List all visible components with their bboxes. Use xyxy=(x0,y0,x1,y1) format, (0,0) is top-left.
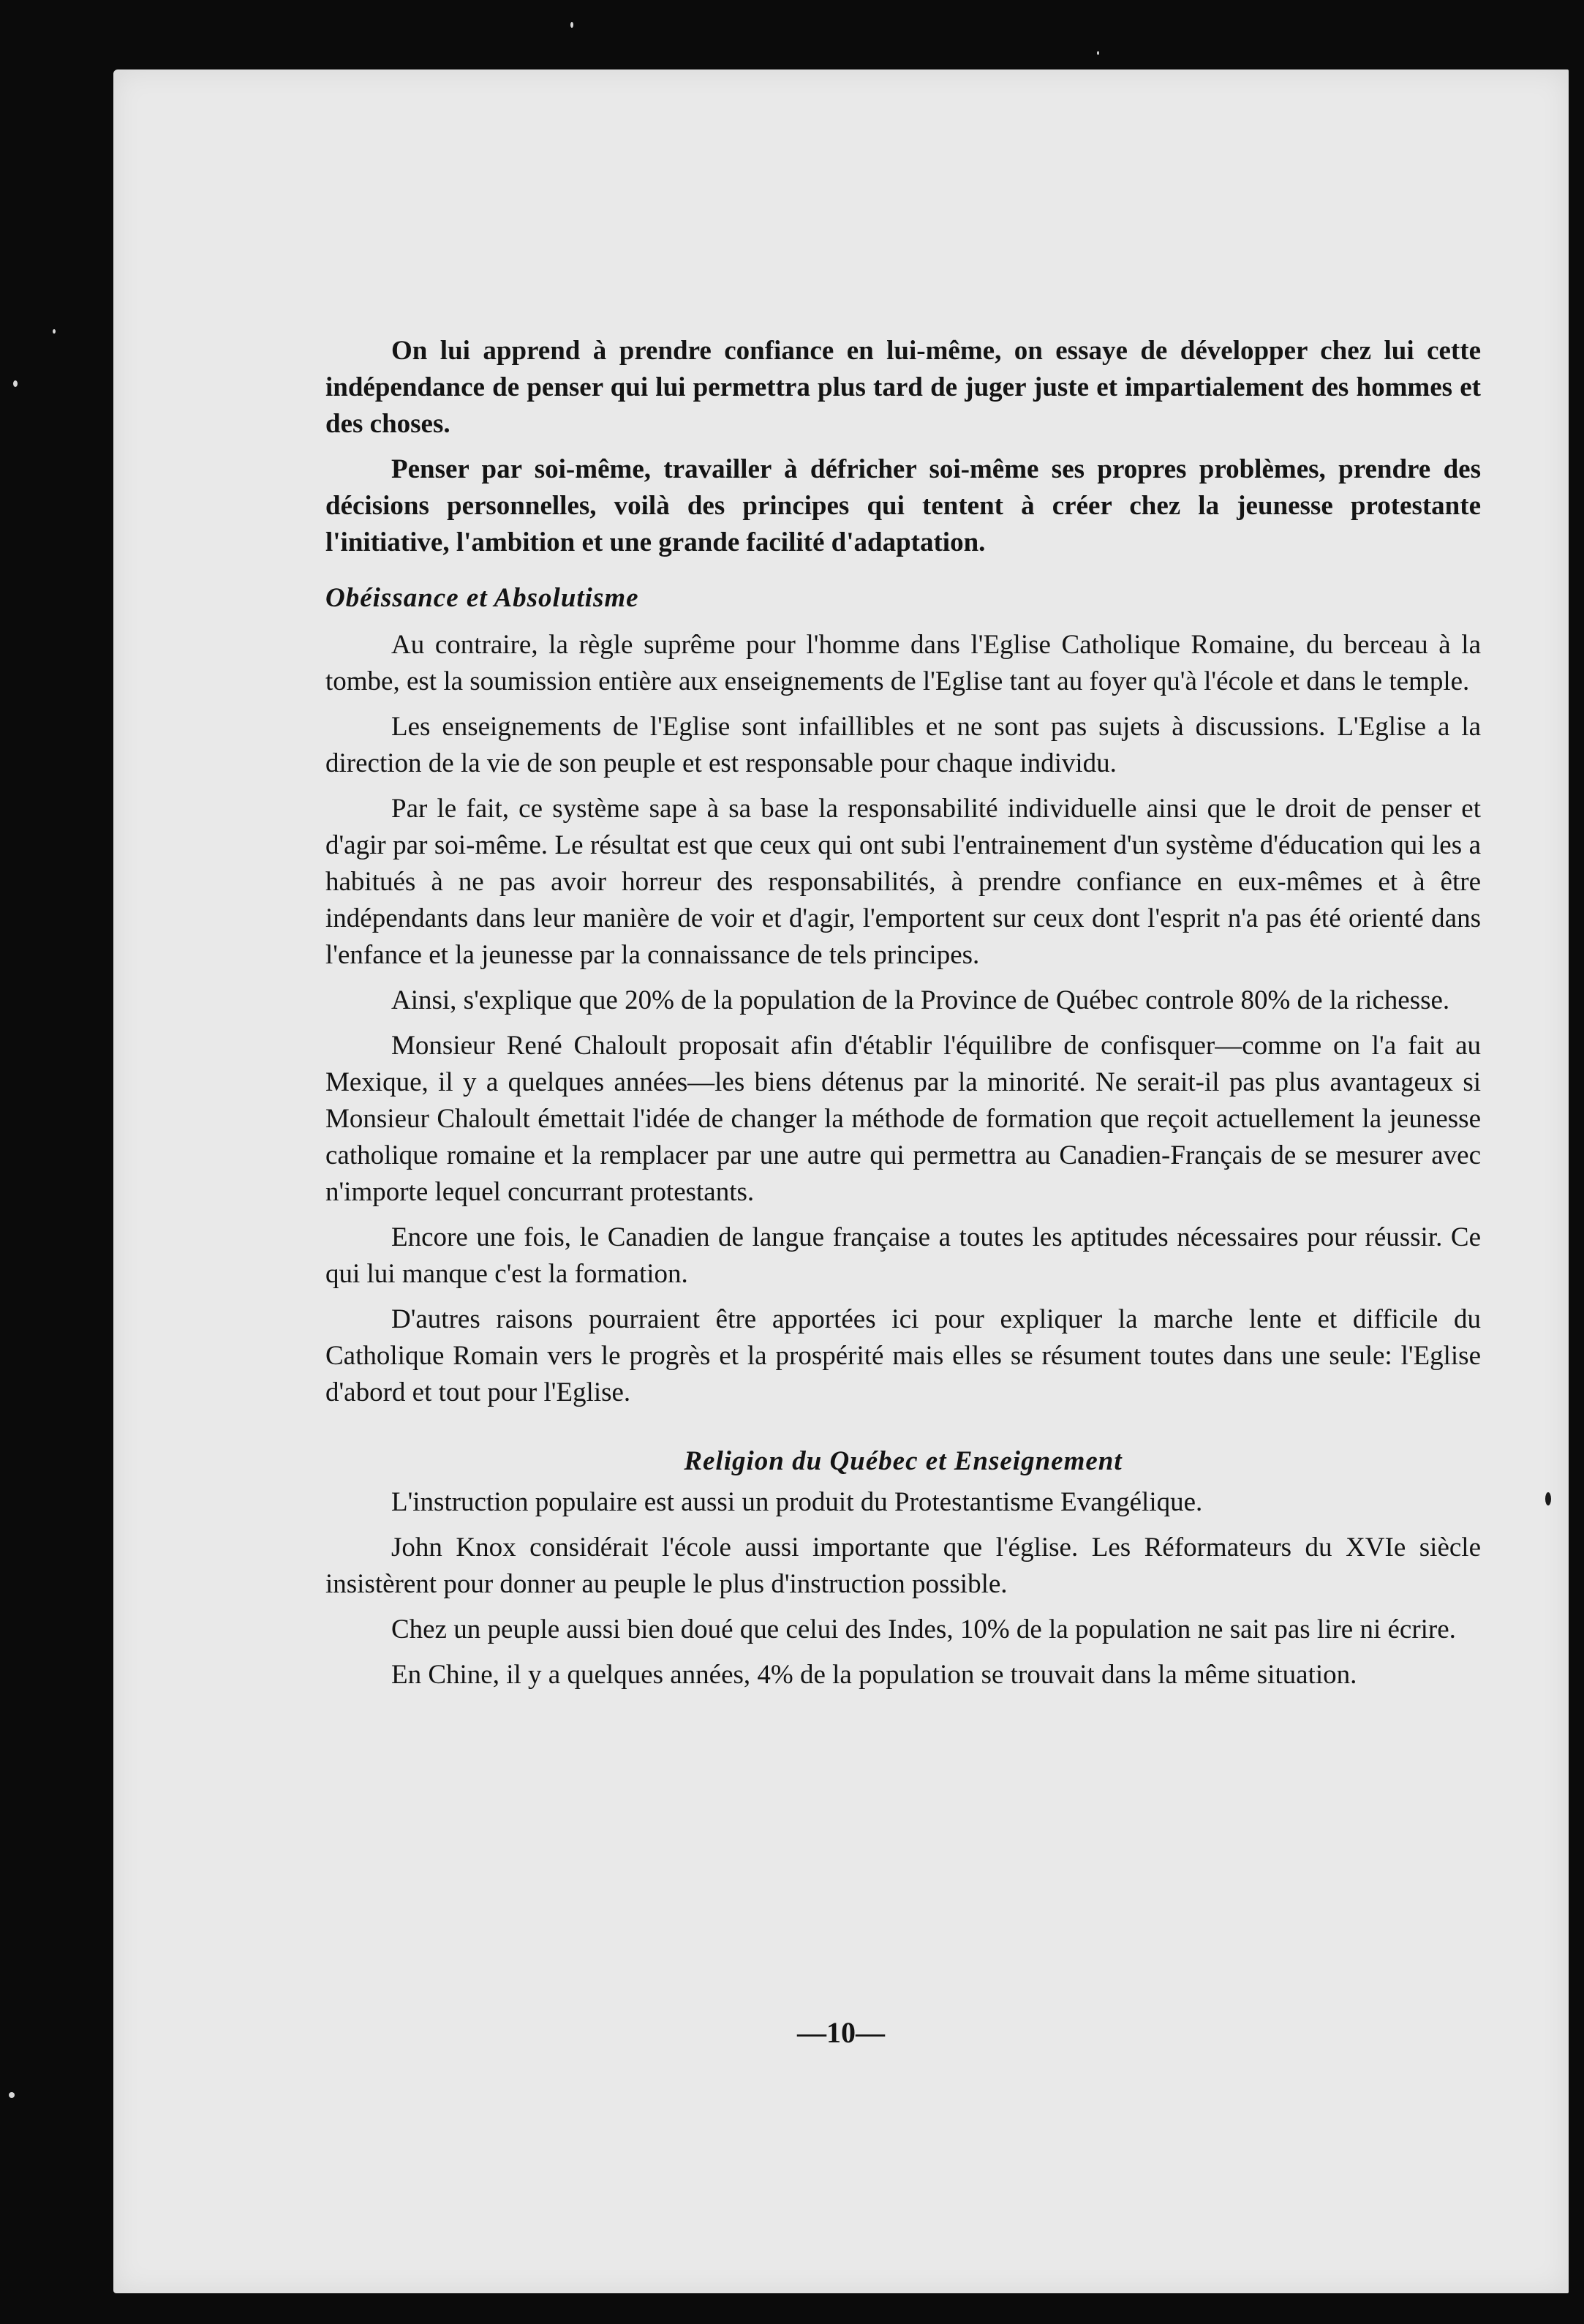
dust-speck xyxy=(570,22,573,28)
paragraph: Au contraire, la règle suprême pour l'homme dans l'Eglise Catholique Romaine, du berceau à la tombe, est la soumission entière aux enseignements de l'Eglise tant au foyer qu'à l'école et dans le temple. xyxy=(325,630,1481,696)
paragraph: Ainsi, s'explique que 20% de la population de la Province de Québec controle 80% de la richesse. xyxy=(391,985,1450,1015)
page-number: —10— xyxy=(797,2016,885,2049)
paragraph: Penser par soi-même, travailler à défricher soi-même ses propres problèmes, prendre des décisions personnelles, voilà des principes qui tentent à créer chez la jeunesse protestante l'initiative, l'ambition et une grande facilité d'adaptation. xyxy=(325,454,1481,557)
paragraph: L'instruction populaire est aussi un produit du Protestantisme Evangélique. xyxy=(391,1487,1203,1517)
paragraph: Par le fait, ce système sape à sa base la responsabilité individuelle ainsi que le droit de penser et d'agir par soi-même. Le résultat est que ceux qui ont subi l'entrainement d'un système d'éducation qui les a habitués à ne pas avoir horreur des responsabilités, à prendre confiance en eux-mêmes et à être indépendants dans leur manière de voir et d'agir, l'emportent sur ceux dont l'esprit n'a pas été orienté dans l'enfance et la jeunesse par la connaissance de tels principes. xyxy=(325,794,1481,970)
paragraph: D'autres raisons pourraient être apportées ici pour expliquer la marche lente et difficile du Catholique Romain vers le progrès et la prospérité mais elles se résument toutes dans une seule: l'Eglise d'abord et tout pour l'Eglise. xyxy=(325,1304,1481,1407)
scanned-page xyxy=(113,69,1569,2293)
paragraph: John Knox considérait l'école aussi importante que l'église. Les Réformateurs du XVIe siècle insistèrent pour donner au peuple le plus d'instruction possible. xyxy=(325,1533,1481,1599)
ink-speck xyxy=(1545,1492,1551,1505)
paragraph: En Chine, il y a quelques années, 4% de la population se trouvait dans la même situation. xyxy=(391,1660,1357,1690)
paragraph: On lui apprend à prendre confiance en lui-même, on essaye de développer chez lui cette indépendance de penser qui lui permettra plus tard de juger juste et impartialement des hommes et des choses. xyxy=(325,336,1481,439)
paragraph: Chez un peuple aussi bien doué que celui des Indes, 10% de la population ne sait pas lire ni écrire. xyxy=(391,1614,1456,1644)
dust-speck xyxy=(13,380,18,387)
section-heading: Religion du Québec et Enseignement xyxy=(684,1446,1123,1476)
dust-speck xyxy=(1097,51,1099,55)
paragraph: Monsieur René Chaloult proposait afin d'établir l'équilibre de confisquer—comme on l'a fait au Mexique, il y a quelques années—les biens détenus par la minorité. Ne serait-il pas plus avantageux si Monsieur Chaloult émettait l'idée de changer la méthode de formation que reçoit actuellement la jeunesse catholique romaine et la remplacer par une autre qui permettra au Canadien-Français de se mesurer avec n'importe lequel concurrant protestants. xyxy=(325,1031,1481,1207)
paragraph: Les enseignements de l'Eglise sont infaillibles et ne sont pas sujets à discussions. L'Eglise a la direction de la vie de son peuple et est responsable pour chaque individu. xyxy=(325,712,1481,778)
section-heading: Obéissance et Absolutisme xyxy=(325,583,639,613)
paragraph: Encore une fois, le Canadien de langue française a toutes les aptitudes nécessaires pour réussir. Ce qui lui manque c'est la formation. xyxy=(325,1222,1481,1289)
page-body xyxy=(325,333,1481,1702)
dust-speck xyxy=(53,329,56,334)
dust-speck xyxy=(9,2092,15,2098)
